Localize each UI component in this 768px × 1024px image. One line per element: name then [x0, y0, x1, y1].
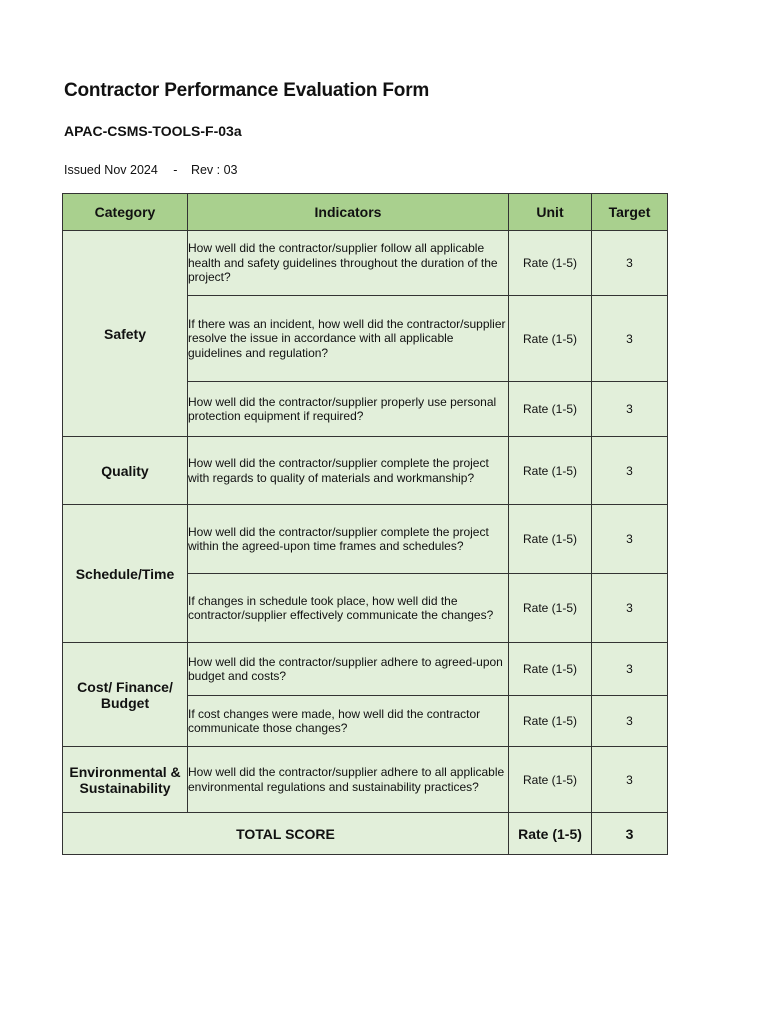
total-target: 3	[592, 813, 668, 855]
indicator-cell: How well did the contractor/supplier follow all applicable health and safety guidelines throughout the duration of the project?	[188, 231, 509, 296]
indicator-cell: How well did the contractor/supplier complete the project within the agreed-upon time frames and schedules?	[188, 505, 509, 574]
header-target: Target	[592, 194, 668, 231]
target-cell: 3	[592, 696, 668, 747]
issue-info	[64, 163, 238, 177]
indicator-cell: If changes in schedule took place, how well did the contractor/supplier effectively communicate the changes?	[188, 574, 509, 643]
indicator-cell: How well did the contractor/supplier properly use personal protection equipment if required?	[188, 382, 509, 437]
target-cell: 3	[592, 382, 668, 437]
target-cell: 3	[592, 505, 668, 574]
total-score-label: TOTAL SCORE	[63, 813, 509, 855]
revision-number: Rev : 03	[190, 163, 238, 177]
unit-cell: Rate (1-5)	[509, 296, 592, 382]
category-cost: Cost/ Finance/ Budget	[63, 643, 188, 747]
target-cell: 3	[592, 437, 668, 505]
category-environment: Environmental & Sustainability	[63, 747, 188, 813]
target-cell: 3	[592, 574, 668, 643]
table-header-row	[63, 194, 668, 231]
category-safety: Safety	[63, 231, 188, 437]
unit-cell: Rate (1-5)	[509, 643, 592, 696]
indicator-cell: How well did the contractor/supplier complete the project with regards to quality of materials and workmanship?	[188, 437, 509, 505]
table-row	[63, 437, 668, 505]
unit-cell: Rate (1-5)	[509, 696, 592, 747]
header-category: Category	[63, 194, 188, 231]
unit-cell: Rate (1-5)	[509, 747, 592, 813]
indicator-cell: How well did the contractor/supplier adhere to all applicable environmental regulations and sustainability practices?	[188, 747, 509, 813]
issue-separator: -	[173, 163, 178, 177]
form-title: Contractor Performance Evaluation Form	[64, 80, 430, 101]
issued-date: Issued Nov 2024	[64, 163, 158, 177]
target-cell: 3	[592, 231, 668, 296]
category-schedule: Schedule/Time	[63, 505, 188, 643]
unit-cell: Rate (1-5)	[509, 574, 592, 643]
unit-cell: Rate (1-5)	[509, 505, 592, 574]
unit-cell: Rate (1-5)	[509, 231, 592, 296]
table-row	[63, 747, 668, 813]
category-quality: Quality	[63, 437, 188, 505]
target-cell: 3	[592, 643, 668, 696]
evaluation-table	[62, 193, 668, 855]
table-row	[63, 231, 668, 296]
unit-cell: Rate (1-5)	[509, 437, 592, 505]
indicator-cell: If cost changes were made, how well did the contractor communicate those changes?	[188, 696, 509, 747]
total-row	[63, 813, 668, 855]
indicator-cell: If there was an incident, how well did the contractor/supplier resolve the issue in accordance with all applicable guidelines and regulation?	[188, 296, 509, 382]
table-row	[63, 643, 668, 696]
indicator-cell: How well did the contractor/supplier adhere to agreed-upon budget and costs?	[188, 643, 509, 696]
target-cell: 3	[592, 296, 668, 382]
unit-cell: Rate (1-5)	[509, 382, 592, 437]
form-code: APAC-CSMS-TOOLS-F-03a	[64, 123, 242, 139]
header-indicators: Indicators	[188, 194, 509, 231]
total-unit: Rate (1-5)	[509, 813, 592, 855]
table-row	[63, 505, 668, 574]
header-unit: Unit	[509, 194, 592, 231]
target-cell: 3	[592, 747, 668, 813]
